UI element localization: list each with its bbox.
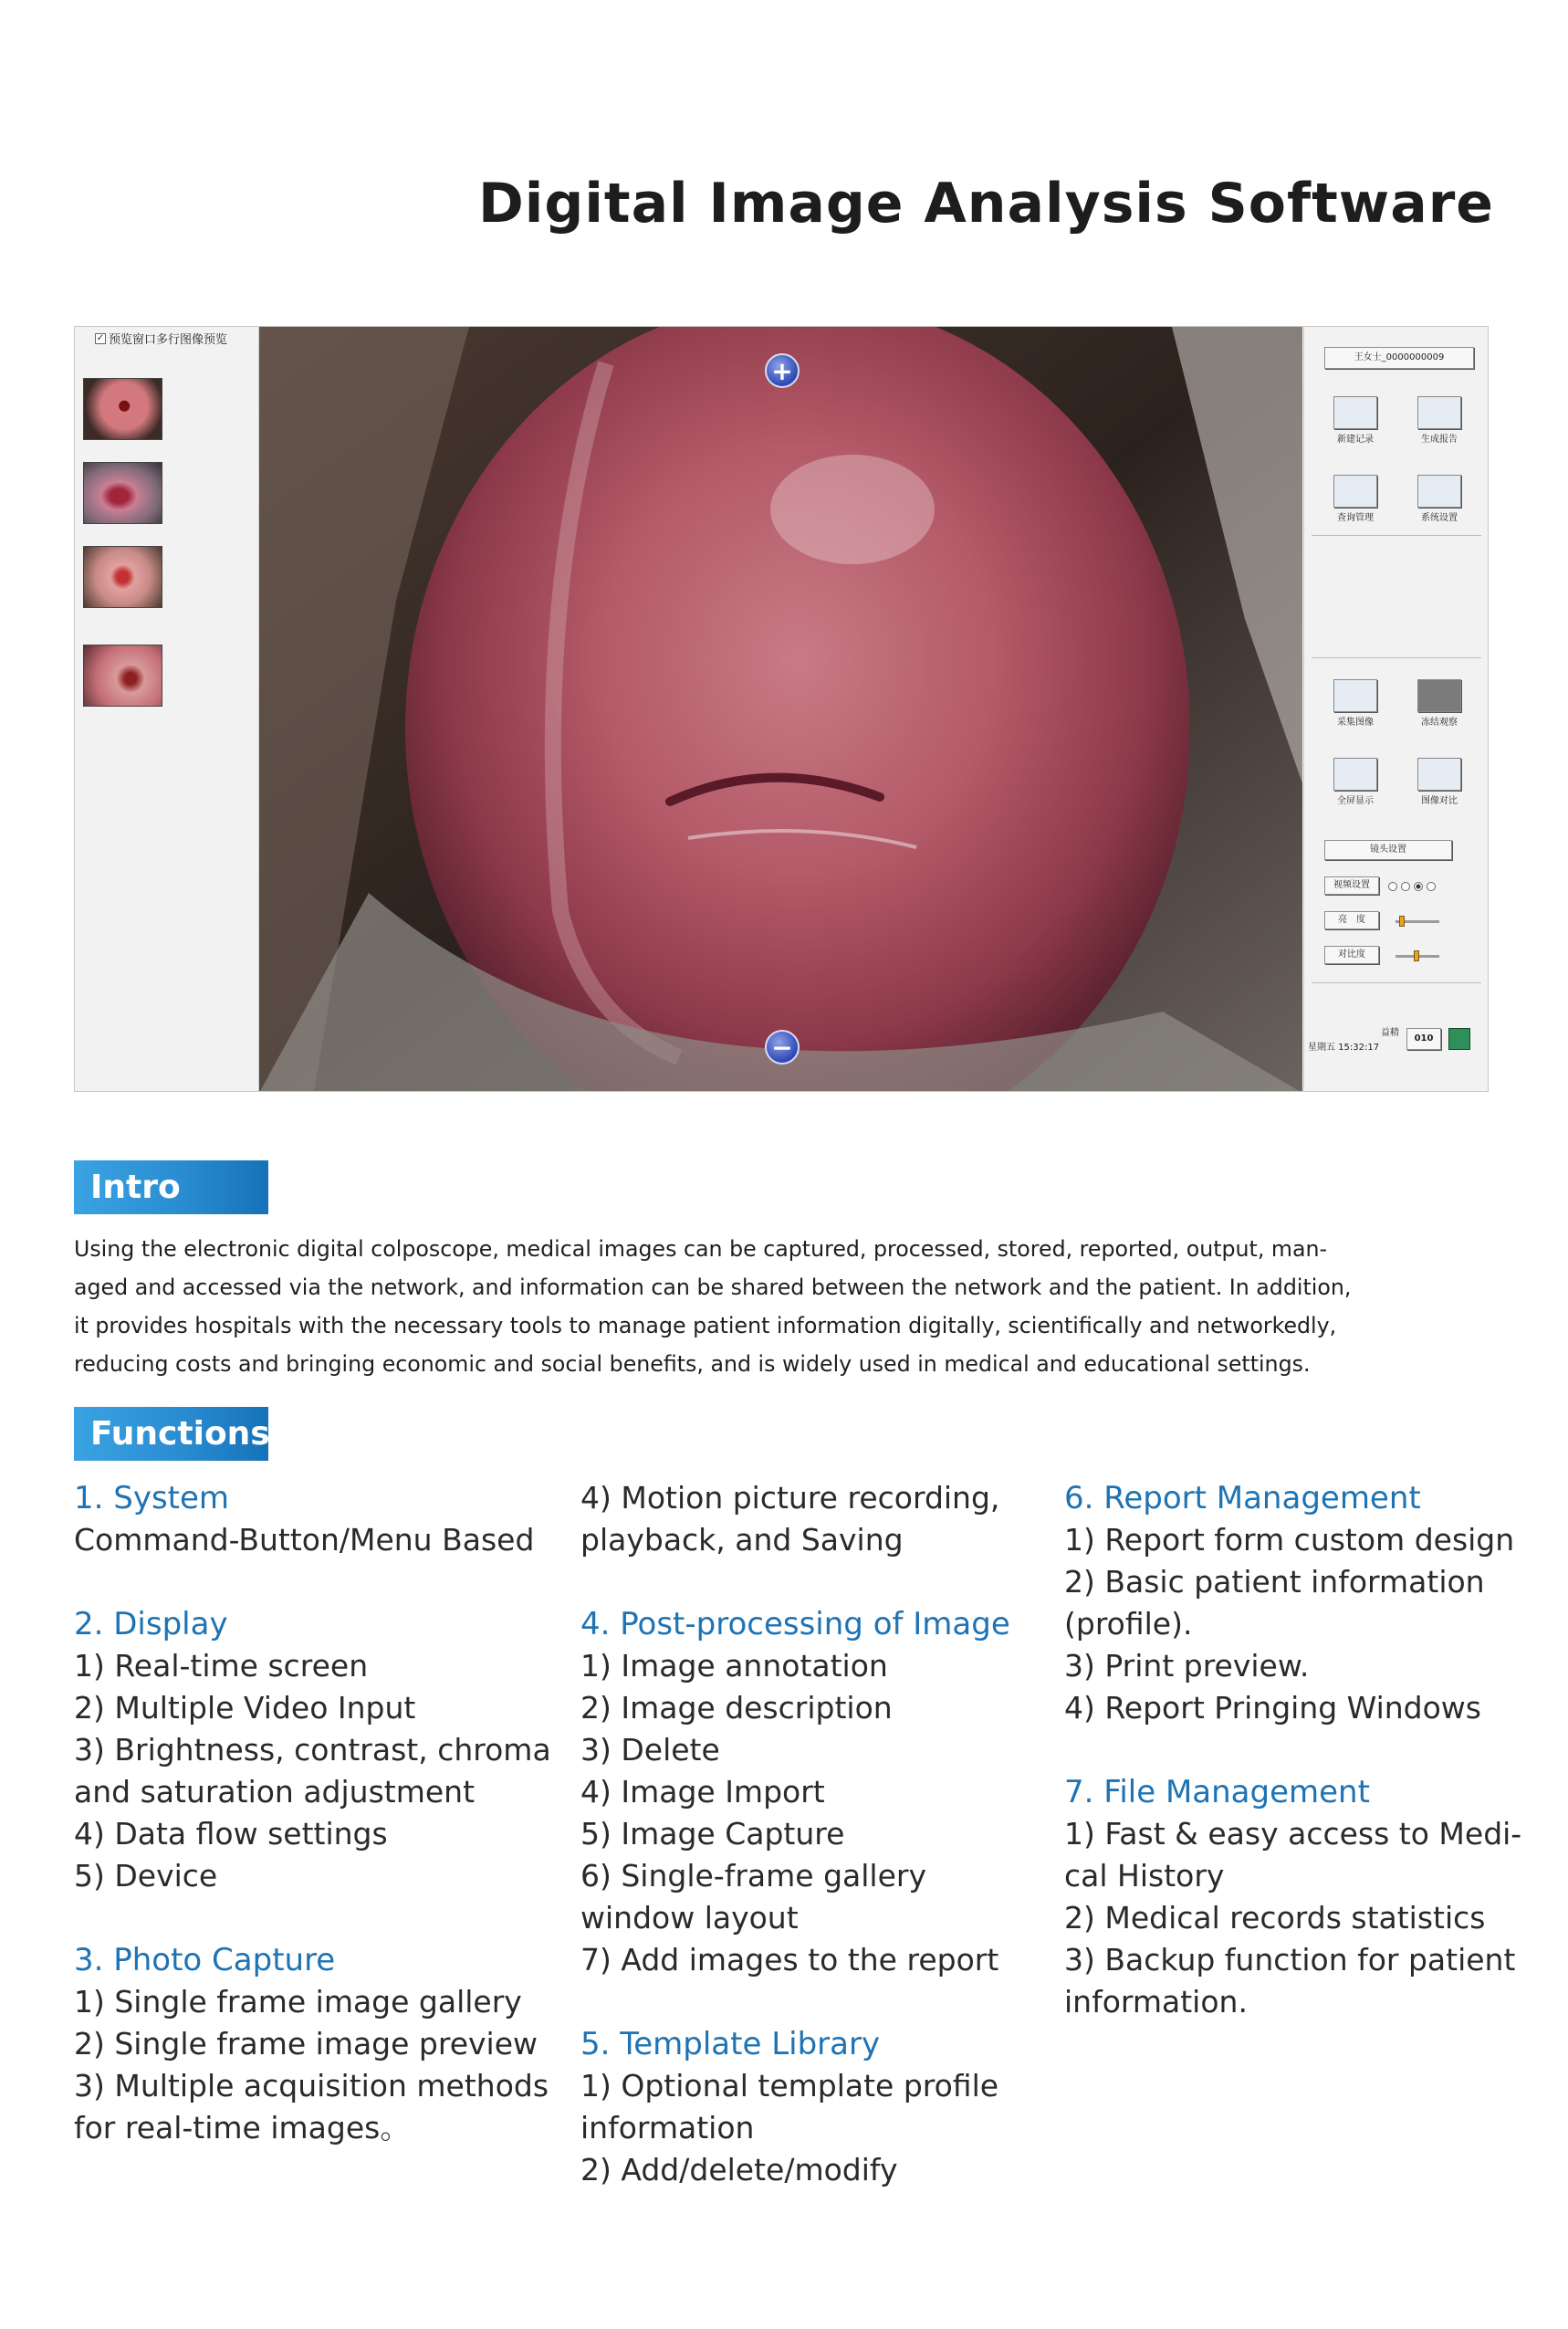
- thumbnail-image[interactable]: [83, 462, 162, 524]
- intro-heading: Intro: [74, 1160, 268, 1214]
- fullscreen-icon: [1333, 758, 1377, 791]
- function-item: information: [580, 2110, 755, 2145]
- checkbox-checked-icon[interactable]: ✓: [96, 332, 105, 343]
- divider: [1312, 657, 1481, 658]
- new-record-button[interactable]: 新建记录: [1322, 396, 1388, 440]
- brightness-label: 亮 度: [1324, 911, 1379, 929]
- report-icon: [1417, 396, 1461, 429]
- exit-icon[interactable]: [1448, 1028, 1470, 1050]
- contrast-label: 对比度: [1324, 946, 1379, 964]
- document-icon: [1333, 396, 1377, 429]
- functions-column-1: [74, 1477, 551, 2149]
- datetime-readout: 星期五 15:32:17: [1308, 1043, 1380, 1053]
- full-screen-button[interactable]: 全屏显示: [1322, 758, 1388, 802]
- template-library-heading: 5. Template Library: [580, 2026, 881, 2062]
- function-item: window layout: [580, 1900, 799, 1936]
- function-item: 4) Motion picture recording,: [580, 1480, 1000, 1516]
- image-icon: [1333, 679, 1377, 712]
- post-processing-section: [580, 1603, 1010, 1981]
- display-heading: 2. Display: [74, 1606, 228, 1642]
- video-input-radio[interactable]: [1388, 882, 1397, 891]
- query-manage-button[interactable]: 查询管理: [1322, 475, 1388, 519]
- report-management-heading: 6. Report Management: [1064, 1480, 1421, 1516]
- video-input-radio[interactable]: [1414, 882, 1423, 891]
- photo-capture-heading: 3. Photo Capture: [74, 1942, 336, 1978]
- function-item: 6) Single-frame gallery: [580, 1858, 926, 1894]
- function-item: (profile).: [1064, 1606, 1193, 1642]
- preview-option[interactable]: [95, 330, 227, 347]
- divider: [1312, 982, 1481, 983]
- intro-text: [74, 1230, 1498, 1383]
- report-management-section: [1064, 1477, 1521, 1729]
- display-section: [74, 1603, 551, 1897]
- function-item: 1) Real-time screen: [74, 1648, 369, 1684]
- function-item: for real-time images。: [74, 2110, 411, 2145]
- preview-option-label: 预览窗口多行图像预览: [109, 333, 228, 347]
- function-item: 3) Backup function for patient: [1064, 1942, 1516, 1978]
- control-panel: [1303, 327, 1489, 1091]
- move-down-button[interactable]: −: [765, 1030, 800, 1065]
- photo-capture-section: [74, 1939, 551, 2149]
- brightness-slider[interactable]: [1396, 920, 1439, 923]
- page-title: Digital Image Analysis Software: [478, 172, 1494, 236]
- settings-icon: [1417, 475, 1461, 508]
- image-compare-button[interactable]: 图像对比: [1406, 758, 1472, 802]
- intro-line: it provides hospitals with the necessary tools to manage patient information digitally, scientifically and networkedly,: [74, 1313, 1337, 1338]
- function-item: 1) Fast & easy access to Medi-: [1064, 1816, 1522, 1852]
- function-item: 2) Image description: [580, 1690, 893, 1726]
- post-processing-heading: 4. Post-processing of Image: [580, 1606, 1010, 1642]
- thumbnail-image[interactable]: [83, 645, 162, 707]
- freeze-view-button[interactable]: 冻结观察: [1406, 679, 1472, 723]
- photo-capture-continued: [580, 1477, 1010, 1561]
- thumbnail-panel: [75, 327, 259, 1091]
- thumbnail-image[interactable]: [83, 378, 162, 440]
- cervix-image: [259, 327, 1302, 1092]
- patient-field[interactable]: 王女士_0000000009: [1324, 347, 1474, 369]
- slider-knob[interactable]: [1414, 950, 1419, 961]
- system-heading: 1. System: [74, 1480, 230, 1516]
- function-item: 2) Basic patient information: [1064, 1564, 1485, 1600]
- function-item: 2) Multiple Video Input: [74, 1690, 416, 1726]
- video-input-radio[interactable]: [1401, 882, 1410, 891]
- function-item: 2) Single frame image preview: [74, 2026, 538, 2061]
- contrast-slider[interactable]: [1396, 955, 1439, 958]
- lens-settings-button[interactable]: 镜头设置: [1324, 840, 1452, 860]
- software-screenshot: [74, 326, 1489, 1092]
- system-settings-button[interactable]: 系统设置: [1406, 475, 1472, 519]
- function-item: 4) Image Import: [580, 1774, 825, 1810]
- function-item: 1) Image annotation: [580, 1648, 888, 1684]
- user-search-icon: [1333, 475, 1377, 508]
- function-item: information.: [1064, 1984, 1248, 2020]
- functions-heading: Functions: [74, 1407, 268, 1461]
- generate-report-button[interactable]: 生成报告: [1406, 396, 1472, 440]
- intro-line: aged and accessed via the network, and information can be shared between the network and the patient. In addition,: [74, 1275, 1352, 1300]
- monitor-icon: [1417, 679, 1461, 712]
- video-settings-button[interactable]: 视频设置: [1324, 876, 1379, 895]
- video-input-radio[interactable]: [1427, 882, 1436, 891]
- move-up-button[interactable]: +: [765, 353, 800, 388]
- function-item: 3) Brightness, contrast, chroma: [74, 1732, 551, 1768]
- function-item: 2) Add/delete/modify: [580, 2152, 898, 2187]
- functions-column-3: [1064, 1477, 1521, 2023]
- function-item: 3) Delete: [580, 1732, 720, 1768]
- function-item: Command-Button/Menu Based: [74, 1522, 535, 1558]
- system-section: [74, 1477, 551, 1561]
- functions-column-2: [580, 1477, 1010, 2191]
- intro-line: Using the electronic digital colposcope, medical images can be captured, processed, stored, reported, output, man-: [74, 1236, 1328, 1262]
- function-item: 1) Report form custom design: [1064, 1522, 1515, 1558]
- function-item: 3) Print preview.: [1064, 1648, 1310, 1684]
- intro-line: reducing costs and bringing economic and social benefits, and is widely used in medical and educational settings.: [74, 1351, 1311, 1377]
- slider-knob[interactable]: [1399, 916, 1405, 927]
- function-item: 1) Optional template profile: [580, 2068, 999, 2103]
- function-item: playback, and Saving: [580, 1522, 904, 1558]
- capture-image-button[interactable]: 采集图像: [1322, 679, 1388, 723]
- function-item: 5) Image Capture: [580, 1816, 845, 1852]
- function-item: 4) Data flow settings: [74, 1816, 388, 1852]
- template-library-section: [580, 2023, 1010, 2191]
- function-item: 7) Add images to the report: [580, 1942, 999, 1978]
- file-management-heading: 7. File Management: [1064, 1774, 1370, 1810]
- function-item: 2) Medical records statistics: [1064, 1900, 1486, 1936]
- thumbnail-image[interactable]: [83, 546, 162, 608]
- function-item: 5) Device: [74, 1858, 218, 1894]
- function-item: 4) Report Pringing Windows: [1064, 1690, 1481, 1726]
- file-management-section: [1064, 1771, 1521, 2023]
- counter-display: 010: [1406, 1028, 1441, 1050]
- function-item: 3) Multiple acquisition methods: [74, 2068, 549, 2103]
- function-item: and saturation adjustment: [74, 1774, 476, 1810]
- function-item: cal History: [1064, 1858, 1225, 1894]
- function-item: 1) Single frame image gallery: [74, 1984, 522, 2020]
- divider: [1312, 535, 1481, 536]
- footer-label: 益精: [1381, 1028, 1399, 1038]
- compare-icon: [1417, 758, 1461, 791]
- colposcope-live-view: [259, 327, 1302, 1092]
